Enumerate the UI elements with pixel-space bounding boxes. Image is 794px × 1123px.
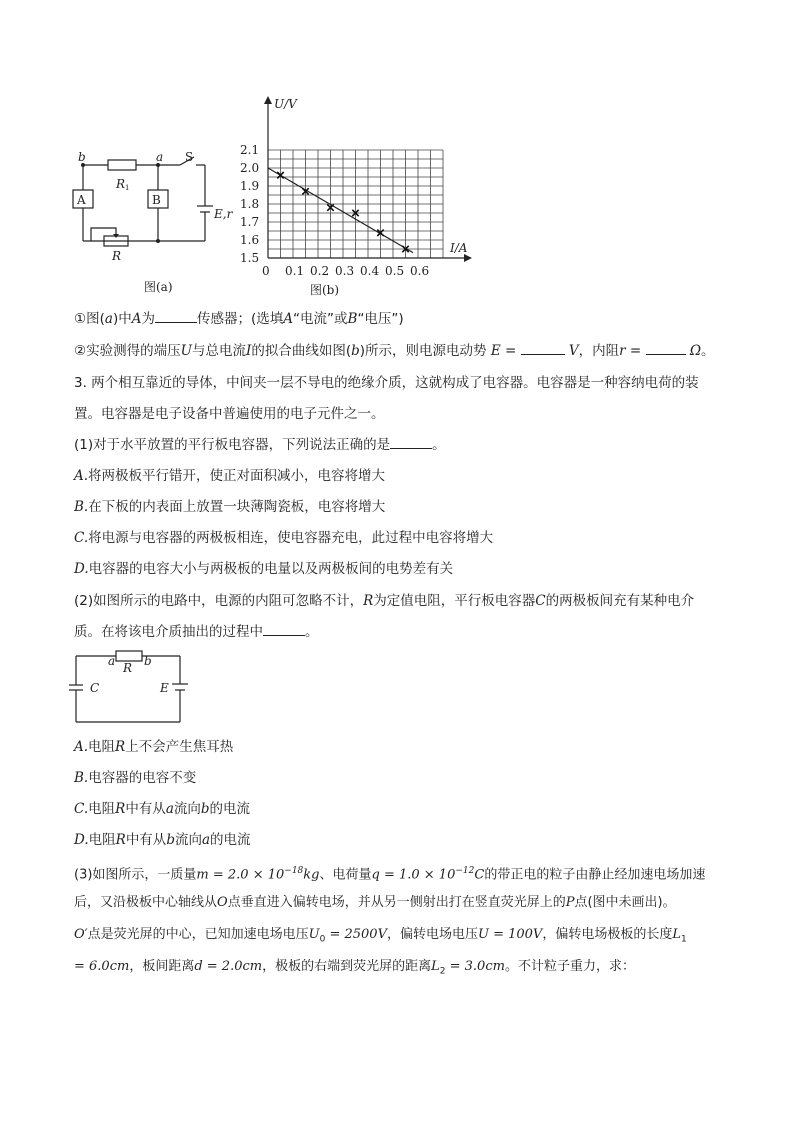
label-r1 — [115, 177, 130, 192]
y-axis-arrow — [264, 96, 272, 104]
x-axis-arrow — [464, 254, 472, 262]
figure-b-caption: 图(b) — [310, 283, 340, 297]
fig2-label-a: a — [108, 654, 116, 668]
x-tick-label: 0 — [262, 264, 270, 278]
y-axis-label: U/V — [274, 97, 297, 111]
q3-sub1-option-b: B.在下板的内表面上放置一块薄陶瓷板，电容将增大 — [74, 499, 386, 515]
q3-sub2-question-line1: (2)如图所示的电路中，电源的内阻可忽略不计，R为定值电阻，平行板电容器C的两极板间充有某种电介 — [74, 593, 695, 609]
answer-blank — [263, 623, 305, 636]
fig2-label-c: C — [90, 681, 100, 695]
label-s: S — [185, 150, 194, 164]
y-tick-label: 1.7 — [240, 215, 260, 229]
label-b: b — [78, 150, 86, 164]
x-tick-label: 0.2 — [310, 264, 330, 278]
figure-b-chart — [232, 94, 482, 300]
x-axis-label: I/A — [450, 241, 468, 255]
battery-label: E,r — [214, 207, 233, 221]
label-r: R — [112, 249, 122, 263]
q3-sub1-option-a: A.将两极板平行错开，使正对面积减小，电容将增大 — [74, 468, 386, 484]
y-tick-label: 1.8 — [240, 197, 260, 211]
fig2-label-b: b — [144, 654, 152, 668]
y-tick-label: 1.5 — [240, 251, 260, 265]
q3-sub2-option-a: A.电阻R上不会产生焦耳热 — [74, 739, 234, 755]
q3-sub1-option-d: D.电容器的电容大小与两极板的电量以及两极板间的电势差有关 — [74, 561, 454, 577]
y-tick-label: 1.6 — [240, 233, 260, 247]
q3-sub2-question-line2: 质。在将该电介质抽出的过程中 。 — [74, 624, 319, 640]
fig2-label-e: E — [160, 681, 169, 695]
q3-sub1-option-c: C.将电源与电容器的两极板相连，使电容器充电，此过程中电容将增大 — [74, 530, 494, 546]
meter-b-label: B — [152, 193, 161, 207]
q3-sub2-option-d: D.电阻R中有从b流向a的电流 — [74, 832, 251, 848]
fig2-label-r: R — [123, 661, 133, 675]
q3-sub3-line1: (3)如图所示，一质量$m = 2.0 \times 10^{-18}kg$、电荷量$q = 1.0 \times 10^{-12}C$的带正电的粒子由静止经加速电场加速 — [74, 866, 706, 883]
x-tick-label: 0.5 — [385, 264, 405, 278]
y-tick-label: 2.0 — [240, 161, 260, 175]
label-r1-sub: 1 — [125, 184, 130, 192]
x-tick-label: 0.4 — [360, 264, 380, 278]
figure-a-circuit — [66, 148, 233, 296]
q3-sub3-line3: O′点是荧光屏的中心，已知加速电场电压$U_0 = 2500V$，偏转电场电压U = 100V，偏转电场极板的长度$L_1$ — [74, 927, 687, 945]
q3-intro-line2: 置。电容器是电子设备中普遍使用的电子元件之一。 — [74, 406, 385, 422]
label-a: a — [156, 150, 164, 164]
x-tick-label: 0.3 — [335, 264, 355, 278]
x-tick-label: 0.6 — [410, 264, 430, 278]
x-tick-label: 0.1 — [285, 264, 305, 278]
label-r1-main: R — [116, 177, 126, 191]
meter-a-label: A — [77, 193, 86, 207]
q3-sub1-question: (1)对于水平放置的平行板电容器，下列说法正确的是 。 — [74, 437, 446, 453]
answer-blank — [155, 310, 197, 323]
q3-intro-line1: 3. 两个相互靠近的导体，中间夹一层不导电的绝缘介质，这就构成了电容器。电容器是一种容纳电荷的装 — [74, 375, 699, 391]
q3-sub2-option-b: B.电容器的电容不变 — [74, 770, 197, 786]
q1-part1-line: ①图(a)中A为 传感器；(选填A“电流”或B“电压”) — [74, 311, 404, 327]
q3-sub2-option-c: C.电阻R中有从a流向b的电流 — [74, 801, 251, 817]
q3-sub3-line4: = 6.0cm，板间距离d = 2.0cm，极板的右端到荧光屏的距离$L_2 = 3.0cm$。不计粒子重力，求： — [74, 959, 635, 977]
answer-blank — [521, 342, 565, 355]
y-tick-label: 2.1 — [240, 143, 260, 157]
answer-blank — [646, 342, 686, 355]
figure-a-caption: 图(a) — [144, 280, 173, 294]
y-tick-label: 1.9 — [240, 179, 260, 193]
figure-rc-circuit — [68, 646, 192, 728]
q3-sub3-line2: 后，又沿极板中心轴线从O点垂直进入偏转电场，并从另一侧射出打在竖直荧光屏上的P点(图中未画出)。 — [74, 895, 676, 910]
answer-blank — [390, 436, 432, 449]
q1-part2-line: ②实验测得的端压U与总电流I的拟合曲线如图(b)所示，则电源电动势 E = V，内阻r = Ω。 — [74, 343, 715, 359]
